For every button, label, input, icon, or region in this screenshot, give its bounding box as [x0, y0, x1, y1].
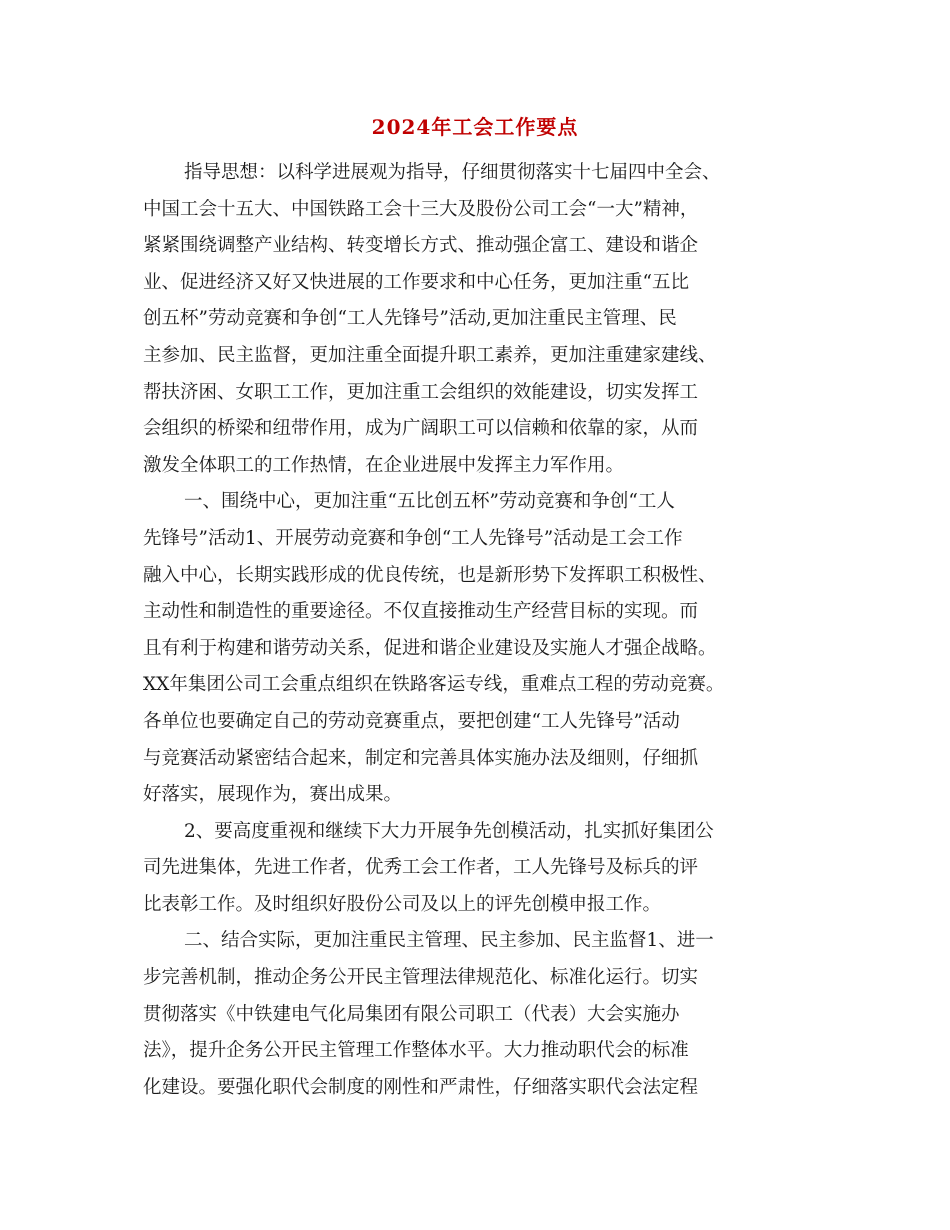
document-title: 2024年工会工作要点 [371, 115, 579, 139]
body-text-line: 法》，提升企务公开民主管理工作整体水平。大力推动职代会的标准 [143, 1040, 689, 1062]
body-text-line: 步完善机制，推动企务公开民主管理法律规范化、标准化运行。切实 [143, 967, 699, 989]
body-text-line: 司先进集体，先进工作者，优秀工会工作者，工人先锋号及标兵的评 [143, 857, 699, 879]
body-text-line: 主参加、民主监督，更加注重全面提升职工素养，更加注重建家建线、 [143, 344, 717, 366]
body-text-line: 先锋号”活动1、开展劳动竞赛和争创“工人先锋号”活动是工会工作 [143, 527, 683, 549]
body-text-line: 比表彰工作。及时组织好股份公司及以上的评先创模申报工作。 [143, 893, 662, 915]
body-text-line: 2、要高度重视和继续下大力开展争先创模活动，扎实抓好集团公 [184, 820, 714, 842]
body-text-line: 化建设。要强化职代会制度的刚性和严肃性，仔细落实职代会法定程 [143, 1076, 699, 1098]
body-text-line: 且有利于构建和谐劳动关系，促进和谐企业建设及实施人才强企战略。 [143, 637, 717, 659]
body-text-line: 业、促进经济又好又快进展的工作要求和中心任务，更加注重“五比 [143, 271, 689, 293]
body-text-line: 与竞赛活动紧密结合起来，制定和完善具体实施办法及细则，仔细抓 [143, 747, 699, 769]
body-text-line: 激发全体职工的工作热情，在企业进展中发挥主力军作用。 [143, 454, 625, 476]
body-text-line: 指导思想：以科学进展观为指导，仔细贯彻落实十七届四中全会、 [184, 162, 721, 183]
body-text-line: 贯彻落实《中铁建电气化局集团有限公司职工（代表）大会实施办 [143, 1003, 680, 1025]
body-text-line: 帮扶济困、女职工工作，更加注重工会组织的效能建设，切实发挥工 [143, 381, 699, 403]
body-text-line: 主动性和制造性的重要途径。不仅直接推动生产经营目标的实现。而 [143, 601, 699, 623]
body-text-line: 会组织的桥梁和纽带作用，成为广阔职工可以信赖和依靠的家，从而 [143, 418, 699, 440]
body-text-line: 中国工会十五大、中国铁路工会十三大及股份公司工会“一大”精神， [143, 198, 699, 220]
document-body [143, 155, 807, 1106]
body-text-line: 融入中心，长期实践形成的优良传统，也是新形势下发挥职工积极性、 [143, 564, 717, 586]
body-text-line: 创五杯”劳动竞赛和争创“工人先锋号”活动,更加注重民主管理、民 [143, 308, 677, 330]
body-text-line: 好落实，展现作为，赛出成果。 [143, 784, 403, 806]
body-text-line: 一、围绕中心，更加注重“五比创五杯”劳动竞赛和争创“工人 [184, 491, 675, 513]
body-text-line: XX年集团公司工会重点组织在铁路客运专线，重难点工程的劳动竞赛。 [143, 674, 725, 696]
body-text-line: 各单位也要确定自己的劳动竞赛重点，要把创建“工人先锋号”活动 [143, 710, 680, 732]
body-text-line: 紧紧围绕调整产业结构、转变增长方式、推动强企富工、建设和谐企 [143, 235, 699, 257]
body-text-line: 二、结合实际，更加注重民主管理、民主参加、民主监督1、进一 [184, 930, 714, 952]
